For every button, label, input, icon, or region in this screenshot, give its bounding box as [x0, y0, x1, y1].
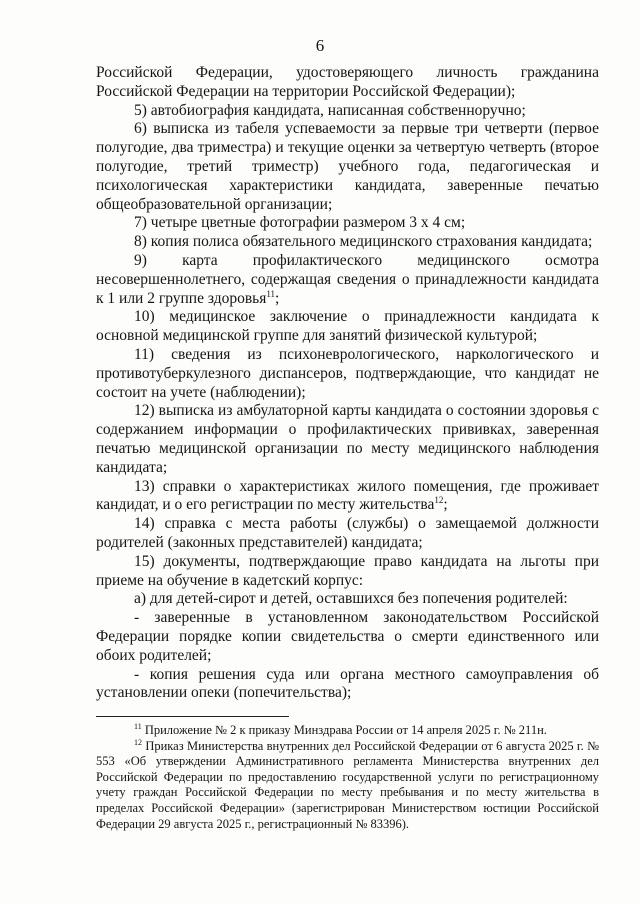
footnote-11-text: Приложение № 2 к приказу Минздрава России от 14 апреля 2025 г. № 211н. [141, 723, 547, 737]
list-item-12-outpatient-extract: 12) выписка из амбулаторной карты кандидата о состоянии здоровья с содержанием информации о профилактических прививках, заверенная печатью медицинской организации по месту медицинского наблюдения кандидата; [96, 402, 599, 476]
list-item-5-autobiography: 5) автобиография кандидата, написанная собственноручно; [134, 101, 526, 119]
footnote-separator [96, 716, 289, 717]
footnote-mark-12: 12 [134, 737, 142, 747]
list-item-11-dispensary-info: 11) сведения из психоневрологического, наркологического и противотуберкулезного диспансеров, подтверждающие, что кандидат не состоит на учете (наблюдении); [96, 345, 599, 401]
footnote-11 [96, 723, 599, 739]
footnote-mark-11: 11 [134, 722, 142, 731]
paragraph-passport-continuation: Российской Федерации, удостоверяющего личность гражданина Российской Федерации на территории Российской Федерации); [96, 64, 599, 100]
body-text [96, 64, 599, 703]
list-item-13-text: 13) справки о характеристиках жилого помещения, где проживает кандидат, и о его регистрации по месту жительства [96, 477, 599, 514]
footnote-ref-12: 12 [434, 495, 444, 506]
dash-item-death-certificates: - заверенные в установленном законодательством Российской Федерации порядке копии свидетельства о смерти единственного или обоих родителей; [96, 609, 599, 664]
list-item-9-text: 9) карта профилактического медицинского осмотра несовершеннолетнего, содержащая сведения о принадлежности кандидата к 1 или 2 группе здоровья [96, 251, 599, 307]
sub-item-a-orphans: а) для детей-сирот и детей, оставшихся без попечения родителей: [134, 590, 568, 608]
page-number: 6 [315, 36, 325, 55]
list-item-15-benefits-docs: 15) документы, подтверждающие право кандидата на льготы при приеме на обучение в кадетский корпус: [96, 552, 599, 589]
footnote-12-text: Приказ Министерства внутренних дел Российской Федерации от 6 августа 2025 г. № 553 «Об утверждении Административного регламента Министерства внутренних дел Российской Федерации по предоставлению государственной услуги по регистрационному учету граждан Российской Федерации по месту пребывания и по месту жительства в пределах Российской Федерации» (зарегистрирован Министерством юстиции Российской Федерации 29 августа 2025 г., регистрационный № 83396). [96, 738, 599, 831]
list-item-6-grades-extract: 6) выписка из табеля успеваемости за первые три четверти (первое полугодие, два триместра) и текущие оценки за четвертую четверть (второе полугодие, третий триместр) учебного года, педагогическая и психологическая характеристики кандидата, заверенные печатью общеобразовательной организации; [96, 120, 599, 213]
list-item-10-medical-conclusion: 10) медицинское заключение о принадлежности кандидата к основной медицинской группе для занятий физической культурой; [96, 308, 599, 345]
dash-item-court-decision: - копия решения суда или органа местного самоуправления об установлении опеки (попечительства); [96, 665, 599, 702]
list-item-9-medical-card [96, 252, 599, 308]
list-item-14-work-certificate: 14) справка с места работы (службы) о замещаемой должности родителей (законных представителей) кандидата; [96, 515, 599, 551]
list-item-13-tail: ; [443, 496, 448, 514]
list-item-8-insurance: 8) копия полиса обязательного медицинского страхования кандидата; [134, 233, 593, 251]
list-item-9-tail: ; [275, 289, 280, 307]
list-item-7-photos: 7) четыре цветные фотографии размером 3 х 4 см; [134, 214, 466, 232]
footnote-ref-11: 11 [266, 288, 276, 299]
footnote-12 [96, 739, 599, 833]
footnotes [96, 723, 599, 832]
list-item-13-housing [96, 478, 599, 516]
